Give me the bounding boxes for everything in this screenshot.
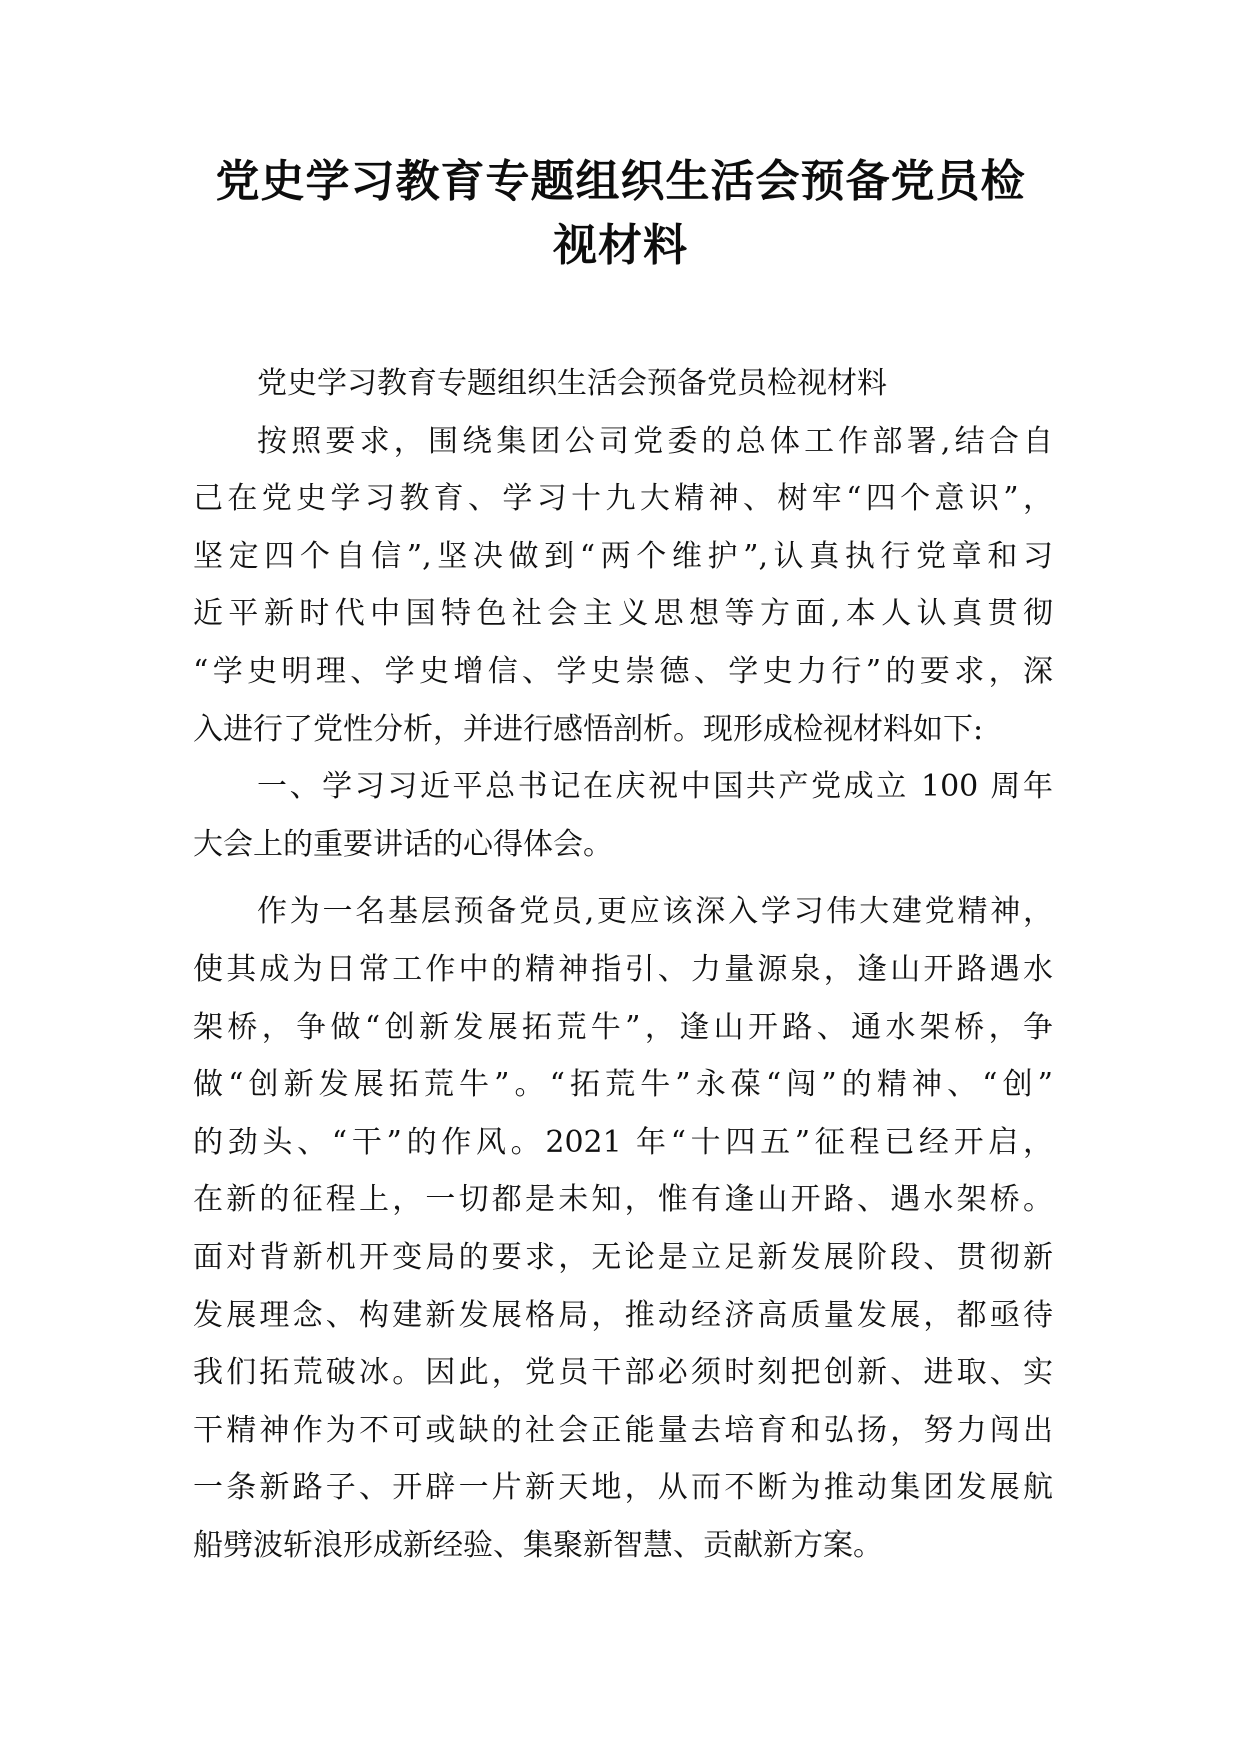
paragraph-line: 使其成为日常工作中的精神指引、力量源泉，逢山开路遇水 [193,951,1053,987]
document-body [193,355,1053,1574]
paragraph-line: 面对背新机开变局的要求，无论是立足新发展阶段、贯彻新 [193,1239,1053,1275]
section-heading-line: 一、学习习近平总书记在庆祝中国共产党成立 100 周年 [257,769,1053,805]
paragraph-line: 发展理念、构建新发展格局，推动经济高质量发展，都亟待 [193,1297,1053,1333]
paragraph-line: 干精神作为不可或缺的社会正能量去培育和弘扬，努力闯出 [193,1412,1053,1448]
paragraph-line: 我们拓荒破冰。因此，党员干部必须时刻把创新、进取、实 [193,1355,1053,1391]
paragraph-line: 己在党史学习教育、学习十九大精神、树牢“四个意识”， [193,481,1053,517]
section-heading-line: 大会上的重要讲话的心得体会。 [193,826,613,862]
subtitle-line: 党史学习教育专题组织生活会预备党员检视材料 [257,366,887,401]
document-title-line-1: 党史学习教育专题组织生活会预备党员检 [215,156,1026,207]
paragraph-gap [193,873,1053,883]
paragraph-line: 按照要求，围绕集团公司党委的总体工作部署,结合自 [257,423,1053,459]
paragraph-line: 的劲头、“干”的作风。2021 年“十四五”征程已经开启， [193,1124,1053,1160]
paragraph-line: “学史明理、学史增信、学史崇德、学史力行”的要求，深 [193,653,1053,689]
paragraph-line: 架桥，争做“创新发展拓荒牛”，逢山开路、通水架桥，争 [193,1009,1053,1045]
document-title [0,150,1241,278]
paragraph-line: 做“创新发展拓荒牛”。“拓荒牛”永葆“闯”的精神、“创” [193,1067,1053,1103]
paragraph-line: 在新的征程上，一切都是未知，惟有逢山开路、遇水架桥。 [193,1182,1053,1218]
document-title-line-2: 视材料 [553,220,688,271]
paragraph-line: 入进行了党性分析，并进行感悟剖析。现形成检视材料如下: [193,711,984,747]
paragraph-line: 近平新时代中国特色社会主义思想等方面,本人认真贯彻 [193,596,1053,632]
paragraph-line: 一条新路子、开辟一片新天地，从而不断为推动集团发展航 [193,1470,1053,1506]
paragraph-line: 坚定四个自信”,坚决做到“两个维护”,认真执行党章和习 [193,538,1053,574]
paragraph-line: 船劈波斩浪形成新经验、集聚新智慧、贡献新方案。 [193,1527,883,1563]
paragraph-line: 作为一名基层预备党员,更应该深入学习伟大建党精神， [257,894,1053,930]
